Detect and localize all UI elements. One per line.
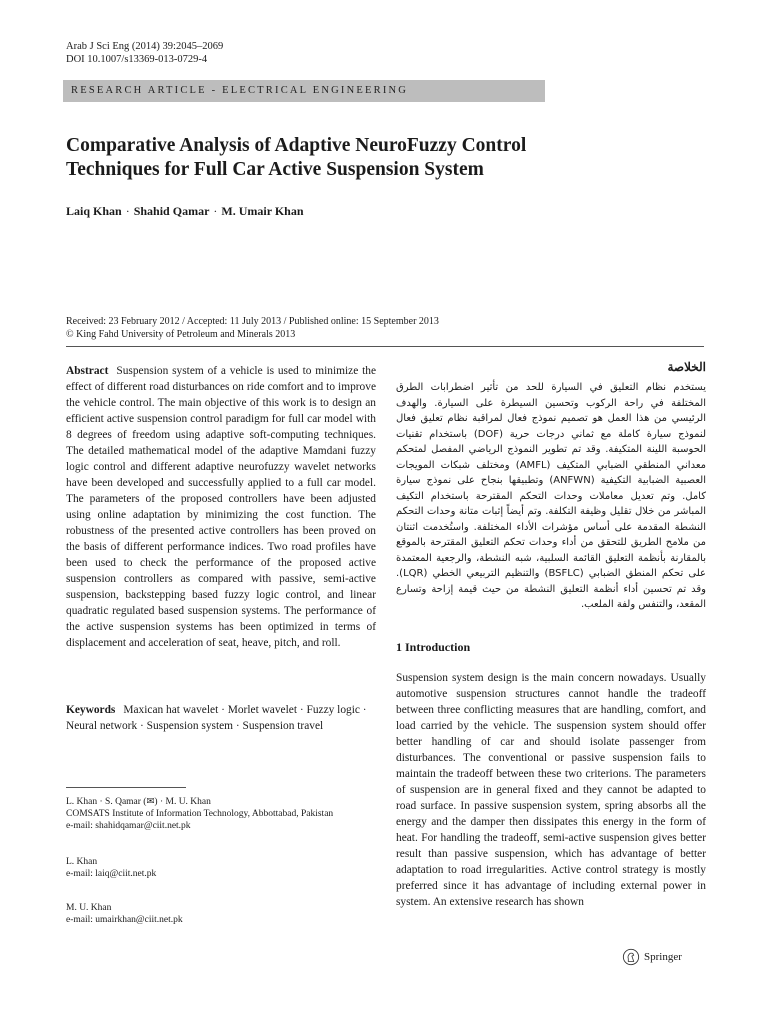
header-divider <box>66 346 704 347</box>
section-heading: 1 Introduction <box>396 640 471 654</box>
introduction-text: Suspension system design is the main concern nowadays. Usually automotive suspension structures cannot handle the tradeoff between three conflicting measures that are handling, comfort, and load carried by the vehicle. The suspension system should offer better handling of car and should isolate passenger from disturbances. The conventional or passive suspension fails to maintain the tradeoff between these two criterions. The parameters of suspension are in general fixed and they cannot be adapted to road surface. In passive suspension system, spring absorbs all the energy and the damper then dissipates this energy in the form of heat. For handling the tradeoff, semi-active suspension gives better result than passive suspension, which has advantage of better adaptation to road irregularities. Active control strategy is mostly preferred since it has advantage of including external power in system. An extensive research has shown <box>396 672 706 908</box>
author-2-name: M. U. Khan <box>66 903 112 913</box>
abstract <box>66 363 376 651</box>
article-type-banner: RESEARCH ARTICLE - ELECTRICAL ENGINEERING <box>63 80 545 102</box>
affiliation-block <box>66 796 386 832</box>
journal-citation <box>66 40 223 66</box>
author: M. Umair Khan <box>221 204 304 218</box>
journal-citation-line: Arab J Sci Eng (2014) 39:2045–2069 <box>66 41 224 52</box>
author-1-footnote <box>66 856 386 880</box>
author: Shahid Qamar <box>133 204 210 218</box>
dates-line: Received: 23 February 2012 / Accepted: 11 July 2013 / Published online: 15 September 2013 <box>66 316 439 327</box>
footnote-divider <box>66 787 186 788</box>
springer-chess-knight-icon <box>622 948 640 966</box>
author-1-email[interactable]: e-mail: laiq@ciit.net.pk <box>66 869 157 879</box>
author-1-name: L. Khan <box>66 857 98 867</box>
title-line-2: Techniques for Full Car Active Suspension System <box>66 159 484 180</box>
publisher-name: Springer <box>644 951 682 963</box>
author: Laiq Khan <box>66 204 122 218</box>
affiliation-institution: COMSATS Institute of Information Technology, Abbottabad, Pakistan <box>66 809 334 819</box>
corresponding-email[interactable]: e-mail: shahidqamar@ciit.net.pk <box>66 821 191 831</box>
keywords <box>66 702 376 734</box>
keywords-text: Maxican hat wavelet · Morlet wavelet · Fuzzy logic · Neural network · Suspension system · Suspension travel <box>66 704 367 732</box>
copyright-line: © King Fahd University of Petroleum and Minerals 2013 <box>66 329 296 340</box>
arabic-abstract-heading: الخلاصة <box>667 360 706 374</box>
abstract-text: Suspension system of a vehicle is used to minimize the effect of different road disturbances on ride comfort and to improve the vehicle control. The main objective of this work is to design an efficient active suspension control paradigm for full car model with 8 degrees of freedom using adaptive soft-computing techniques. The detailed mathematical model of the adaptive Mamdani fuzzy logic control and different adaptive neurofuzzy wavelet networks have been developed and successfully applied to a full car model. The parameters of the proposed controllers have been adjusted using online adaptation by minimizing the cost function. The robustness of the presented active controllers has been proved on the basis of different performance indices. Two road profiles have been used to check the performance of the proposed active suspension controllers as compared with passive, semi-active suspension, backstepping based fuzzy logic control, and linear quadratic regulated based suspension systems. The performance of the active suspension systems has been optimized in terms of displacement and acceleration of seat, heave, pitch, and roll. <box>66 365 376 649</box>
title-line-1: Comparative Analysis of Adaptive NeuroFuzzy Control <box>66 135 527 156</box>
publication-dates <box>66 315 439 341</box>
author-2-footnote <box>66 902 386 926</box>
arabic-abstract-text: يستخدم نظام التعليق في السيارة للحد من تأثير اضطرابات الطرق المختلفة في راحة الركوب وتحسين السيطرة على السيارة. والهدف الرئيسي من هذا العمل هو تصميم نموذج فعال لمراقبة نظام تعليق فعال لنموذج سيارة كاملة مع ثماني درجات حرية (DOF) باستخدام تقنيات الحوسبة اللينة المتكيفة. وقد تم تطوير النموذج الرياضي المفصل لمتحكم معداني المنطقي الضبابي المتكيف (AMFL) ومختلف شبكات المويجات العصبية الضبابية التكيفية (ANFWN) وتطبيقها بنجاح على نموذج سيارة كامل. وتم تعديل معاملات وحدات التحكم المقترحة باستخدام التكيف المباشر من خلال تقليل وظيفة التكلفة. وتم أيضاً إثبات متانة وحدات التحكم النشطة المقدمة على أساس مؤشرات الأداء المختلفة. واستُخدمت اثنتان من ملامح الطريق للتحقق من أداء وحدات تحكم التعليق المقترحة بالموقع بالمقارنة بأنظمة التعليق القائمة السلبية، شبه النشطة، والرجعية المعتمدة على تحكم المنطق الضبابي (BSFLC) والتنظيم التربيعي الخطي (LQR). وقد تم تحسين أداء أنظمة التعليق النشطة من حيث قيمة إزاحة وتسارع المقعد، والتنفس ولفة الملعب. <box>396 382 707 610</box>
affiliation-names: L. Khan · S. Qamar (✉) · M. U. Khan <box>66 797 211 807</box>
abstract-label: Abstract <box>66 365 109 377</box>
keywords-label: Keywords <box>66 704 116 716</box>
author-2-email[interactable]: e-mail: umairkhan@ciit.net.pk <box>66 915 183 925</box>
doi: DOI 10.1007/s13369-013-0729-4 <box>66 54 208 65</box>
publisher-logo <box>622 948 682 966</box>
author-list: Laiq Khan · Shahid Qamar · M. Umair Khan <box>66 204 304 218</box>
paper-title <box>66 134 626 182</box>
